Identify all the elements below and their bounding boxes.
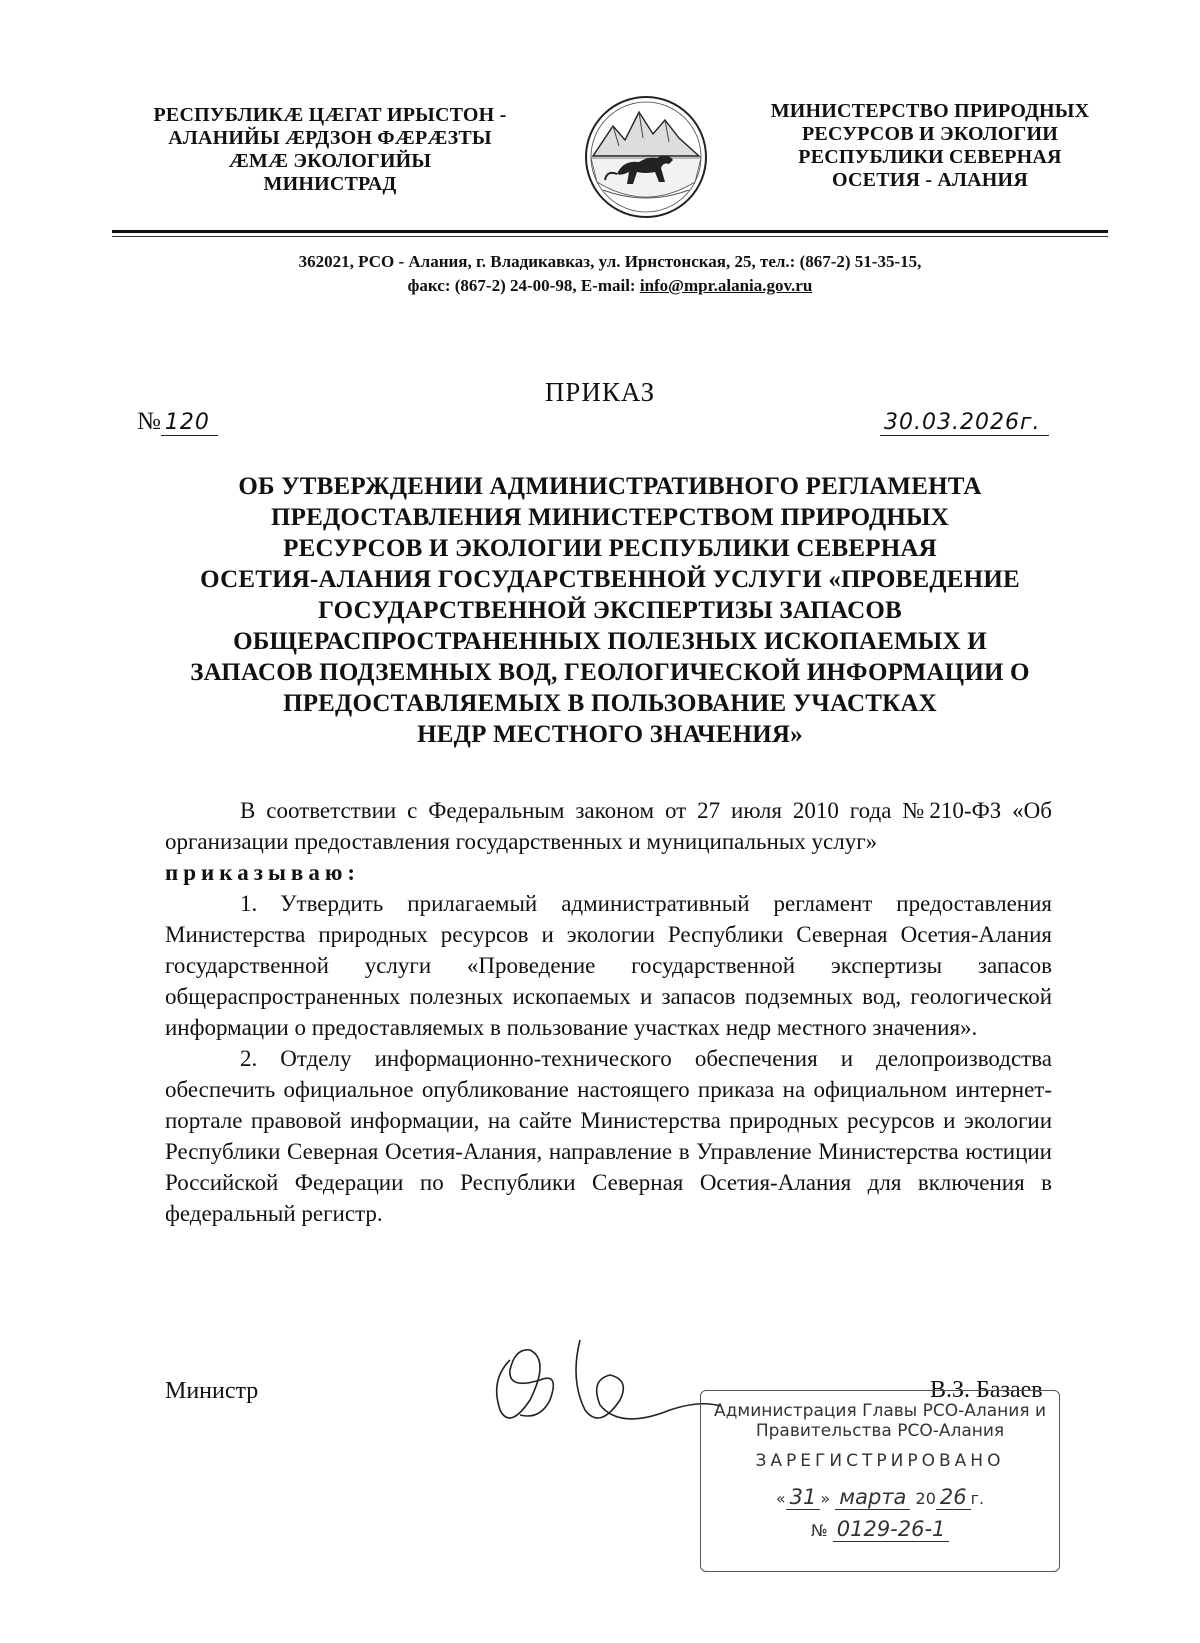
- signatory-name: В.З. Базаев: [930, 1377, 1043, 1403]
- address-line: 362021, РСО - Алания, г. Владикавказ, ул. Ирнстонская, 25, тел.: (867-2) 51-35-15,: [298, 252, 922, 271]
- item-2-paragraph: 2. Отделу информационно-технического обеспечения и делопроизводства обеспечить официальное опубликование настоящего приказа на официальном интернет-портале правовой информации, на сайте Министерства природных ресурсов и экологии Республики Северная Осетия-Алания, направление в Управление Министерства юстиции Российской Федерации по Республики Северная Осетия-Алания для включения в федеральный регистр.: [165, 1046, 1052, 1226]
- header-divider-thin: [112, 236, 1108, 237]
- fax-text: факс: (867-2) 24-00-98, E-mail:: [407, 276, 640, 295]
- stamp-year-unit: г.: [970, 1489, 985, 1508]
- signatory-position: Министр: [165, 1378, 259, 1404]
- subject-line: ЗАПАСОВ ПОДЗЕМНЫХ ВОД, ГЕОЛОГИЧЕСКОЙ ИНФОРМАЦИИ О: [190, 659, 1030, 686]
- header-right-line: РЕСПУБЛИКИ СЕВЕРНАЯ: [798, 146, 1062, 168]
- stamp-registered-label: ЗАРЕГИСТРИРОВАНО: [755, 1451, 1005, 1471]
- stamp-year-suffix: 26: [936, 1485, 971, 1510]
- order-number: [137, 408, 218, 436]
- registration-stamp: [700, 1390, 1060, 1572]
- header-right-line: МИНИСТЕРСТВО ПРИРОДНЫХ: [770, 100, 1090, 122]
- order-word: приказываю:: [165, 860, 361, 885]
- item-1-paragraph: 1. Утвердить прилагаемый административный регламент предоставления Министерства природных ресурсов и экологии Республики Северная Осетия-Алания государственной услуги «Проведение государственной экспертизы запасов общераспространенных полезных ископаемых и запасов подземных вод, геологической информации о предоставляемых в пользование участках недр местного значения».: [165, 891, 1052, 1040]
- subject-line: РЕСУРСОВ И ЭКОЛОГИИ РЕСПУБЛИКИ СЕВЕРНАЯ: [283, 535, 937, 562]
- subject-line: ОБЩЕРАСПРОСТРАНЕННЫХ ПОЛЕЗНЫХ ИСКОПАЕМЫХ И: [233, 628, 987, 655]
- coat-of-arms-leopard-icon: [583, 94, 709, 220]
- stamp-year-prefix: 20: [915, 1489, 936, 1508]
- stamp-number-value: 0129-26-1: [833, 1517, 950, 1542]
- subject-line: ГОСУДАРСТВЕННОЙ ЭКСПЕРТИЗЫ ЗАПАСОВ: [318, 597, 902, 624]
- header-left-line: АЛАНИЙЫ ӔРДЗОН ФӔРӔЗТЫ: [168, 127, 492, 149]
- stamp-date: « 31 » марта 20 26 г.: [775, 1485, 985, 1509]
- header-right-line: РЕСУРСОВ И ЭКОЛОГИИ: [802, 123, 1058, 145]
- stamp-authority-line: Администрация Главы РСО-Алания и: [713, 1401, 1046, 1421]
- subject-line: ПРЕДОСТАВЛЕНИЯ МИНИСТЕРСТВОМ ПРИРОДНЫХ: [270, 504, 950, 531]
- header-divider: [112, 230, 1108, 233]
- document-type-title: ПРИКАЗ: [544, 377, 656, 407]
- preamble-paragraph: В соответствии с Федеральным законом от 27 июля 2010 года №210-ФЗ «Об организации предоставления государственных и муниципальных услуг»: [165, 798, 1052, 854]
- order-date-handwritten: 30.03.2026г.: [880, 410, 1049, 436]
- address-block: [120, 250, 1100, 298]
- order-body: [165, 795, 1052, 1229]
- header-russian-name: [720, 100, 1140, 192]
- order-date: [880, 410, 1049, 436]
- email-link[interactable]: info@mpr.alania.gov.ru: [639, 276, 813, 295]
- order-word-paragraph: [165, 857, 1052, 888]
- subject-line: ПРЕДОСТАВЛЯЕМЫХ В ПОЛЬЗОВАНИЕ УЧАСТКАХ: [283, 690, 937, 717]
- header-left-line: МИНИСТРАД: [263, 173, 397, 195]
- header-right-line: ОСЕТИЯ - АЛАНИЯ: [832, 169, 1028, 191]
- order-subject-heading: [170, 471, 1050, 750]
- stamp-authority-line: Правительства РСО-Алания: [755, 1421, 1005, 1441]
- contact-line: [120, 274, 1100, 298]
- order-number-handwritten: 120: [161, 410, 218, 436]
- subject-line: ОБ УТВЕРЖДЕНИИ АДМИНИСТРАТИВНОГО РЕГЛАМЕНТА: [238, 473, 982, 500]
- stamp-number-sign: №: [811, 1521, 828, 1540]
- header-ossetian-name: [120, 104, 540, 196]
- handwritten-signature-icon: [470, 1320, 730, 1440]
- stamp-day: 31: [786, 1485, 821, 1510]
- stamp-month: марта: [835, 1485, 910, 1510]
- stamp-number: [701, 1517, 1059, 1541]
- subject-line: НЕДР МЕСТНОГО ЗНАЧЕНИЯ»: [417, 721, 803, 748]
- header-left-line: ӔМӔ ЭКОЛОГИЙЫ: [228, 150, 432, 172]
- subject-line: ОСЕТИЯ-АЛАНИЯ ГОСУДАРСТВЕННОЙ УСЛУГИ «ПРОВЕДЕНИЕ: [200, 566, 1020, 593]
- header-left-line: РЕСПУБЛИКӔ ЦӔГАТ ИРЫСТОН -: [153, 104, 507, 126]
- number-sign: №: [137, 408, 161, 435]
